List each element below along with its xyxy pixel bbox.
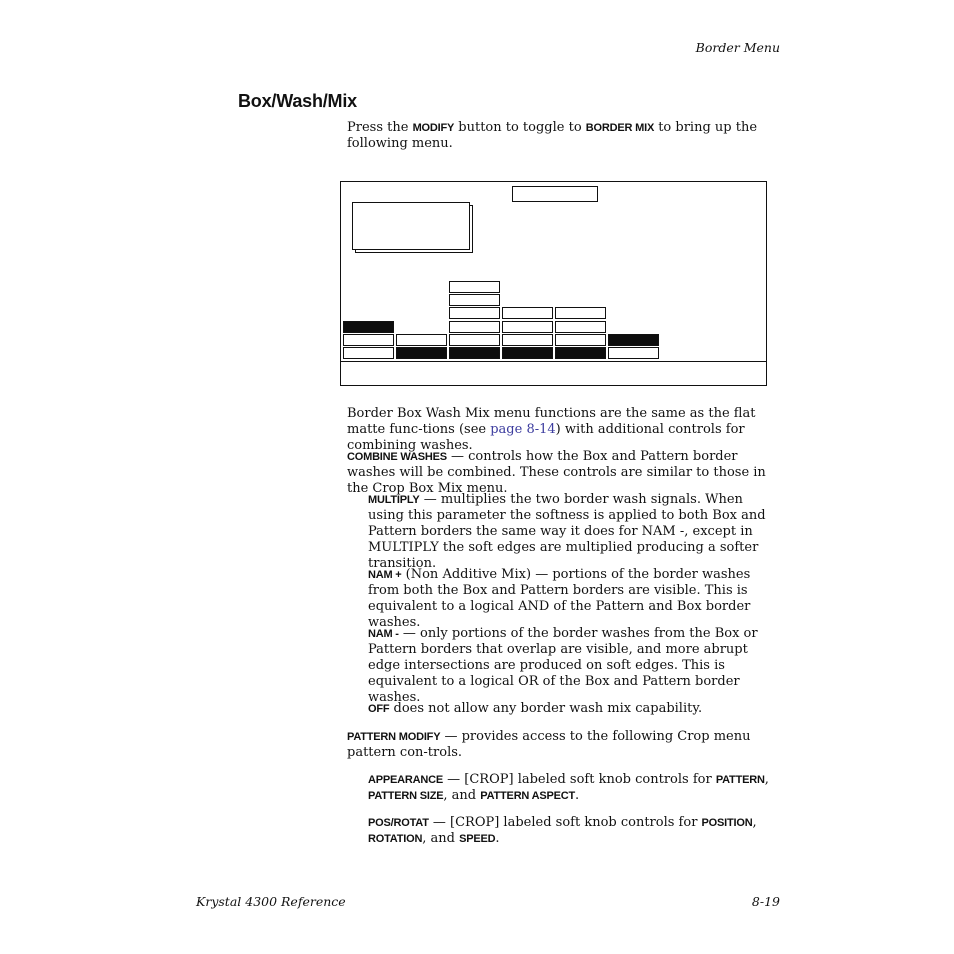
pattern-modify-keyword: PATTERN MODIFY <box>347 731 441 743</box>
nam-minus-keyword: NAM - <box>368 628 399 640</box>
menu-cell <box>555 321 606 333</box>
menu-cell <box>502 307 553 319</box>
nam-plus-keyword: NAM + <box>368 569 402 581</box>
menu-cell <box>396 334 447 346</box>
combine-washes-paragraph: COMBINE WASHES — controls how the Box and Pattern border washes will be combined. These controls are similar to those in the Crop Box Mix menu. <box>347 449 766 496</box>
off-paragraph: OFF does not allow any border wash mix capability. <box>368 701 703 716</box>
border-mix-keyword: BORDER MIX <box>585 122 655 134</box>
menu-cell <box>502 321 553 333</box>
menu-cell <box>343 334 394 346</box>
menu-cell <box>343 321 394 333</box>
menu-cell <box>343 347 394 359</box>
menu-cell <box>502 347 553 359</box>
summary-paragraph: Border Box Wash Mix menu functions are the same as the flat matte func-tions (see page 8-14) with additional controls for combining washes. <box>347 406 756 453</box>
menu-cell <box>608 347 659 359</box>
menu-title-box <box>512 186 598 202</box>
nam-minus-paragraph: NAM - — only portions of the border washes from the Box or Pattern borders that overlap are visible, and more abrupt edge intersections are produced on soft edges. This is equivalent to a logical OR of the Box and Pattern border washes. <box>368 626 758 705</box>
pos-rotat-paragraph: POS/ROTAT — [CROP] labeled soft knob controls for POSITION, ROTATION, and SPEED. <box>368 815 757 846</box>
intro-paragraph: Press the MODIFY button to toggle to BORDER MIX to bring up the following menu. <box>347 120 758 151</box>
off-keyword: OFF <box>368 703 390 715</box>
page-link[interactable]: page 8-14 <box>490 422 556 437</box>
pattern-size-keyword: PATTERN SIZE <box>368 790 444 802</box>
appearance-keyword: APPEARANCE <box>368 774 444 786</box>
rotation-keyword: ROTATION <box>368 833 423 845</box>
menu-cell <box>449 321 500 333</box>
menu-cell <box>449 281 500 293</box>
multiply-keyword: MULTIPLY <box>368 494 420 506</box>
border-mix-menu-diagram <box>340 181 767 386</box>
pos-rotat-keyword: POS/ROTAT <box>368 817 429 829</box>
section-title: Box/Wash/Mix <box>238 91 357 111</box>
menu-status-strip <box>341 361 766 387</box>
footer-page-number: 8-19 <box>751 894 780 909</box>
menu-cell <box>396 347 447 359</box>
menu-cell <box>502 334 553 346</box>
modify-keyword: MODIFY <box>412 122 455 134</box>
running-header: Border Menu <box>695 40 780 55</box>
menu-cell <box>555 307 606 319</box>
menu-panel <box>352 202 470 250</box>
footer-document-title: Krystal 4300 Reference <box>196 894 346 909</box>
menu-cell <box>555 334 606 346</box>
menu-cell <box>555 347 606 359</box>
pattern-aspect-keyword: PATTERN ASPECT <box>480 790 576 802</box>
speed-keyword: SPEED <box>459 833 496 845</box>
multiply-paragraph: MULTIPLY — multiplies the two border wash signals. When using this parameter the softness is applied to both Box and Pattern borders the same way it does for NAM -, except in MULTIPLY the soft edges are multiplied producing a softer transition. <box>368 492 766 571</box>
combine-washes-keyword: COMBINE WASHES <box>347 451 447 463</box>
menu-cell <box>608 334 659 346</box>
menu-cell <box>449 307 500 319</box>
pattern-modify-paragraph: PATTERN MODIFY — provides access to the following Crop menu pattern con-trols. <box>347 729 751 760</box>
menu-cell <box>449 347 500 359</box>
nam-plus-paragraph: NAM + (Non Additive Mix) — portions of the border washes from both the Box and Pattern borders are visible. This is equivalent to a logical AND of the Pattern and Box border washes. <box>368 567 751 630</box>
position-keyword: POSITION <box>701 817 753 829</box>
appearance-paragraph: APPEARANCE — [CROP] labeled soft knob controls for PATTERN, PATTERN SIZE, and PATTERN ASPECT. <box>368 772 769 803</box>
pattern-keyword: PATTERN <box>715 774 765 786</box>
menu-cell <box>449 334 500 346</box>
menu-cell <box>449 294 500 306</box>
